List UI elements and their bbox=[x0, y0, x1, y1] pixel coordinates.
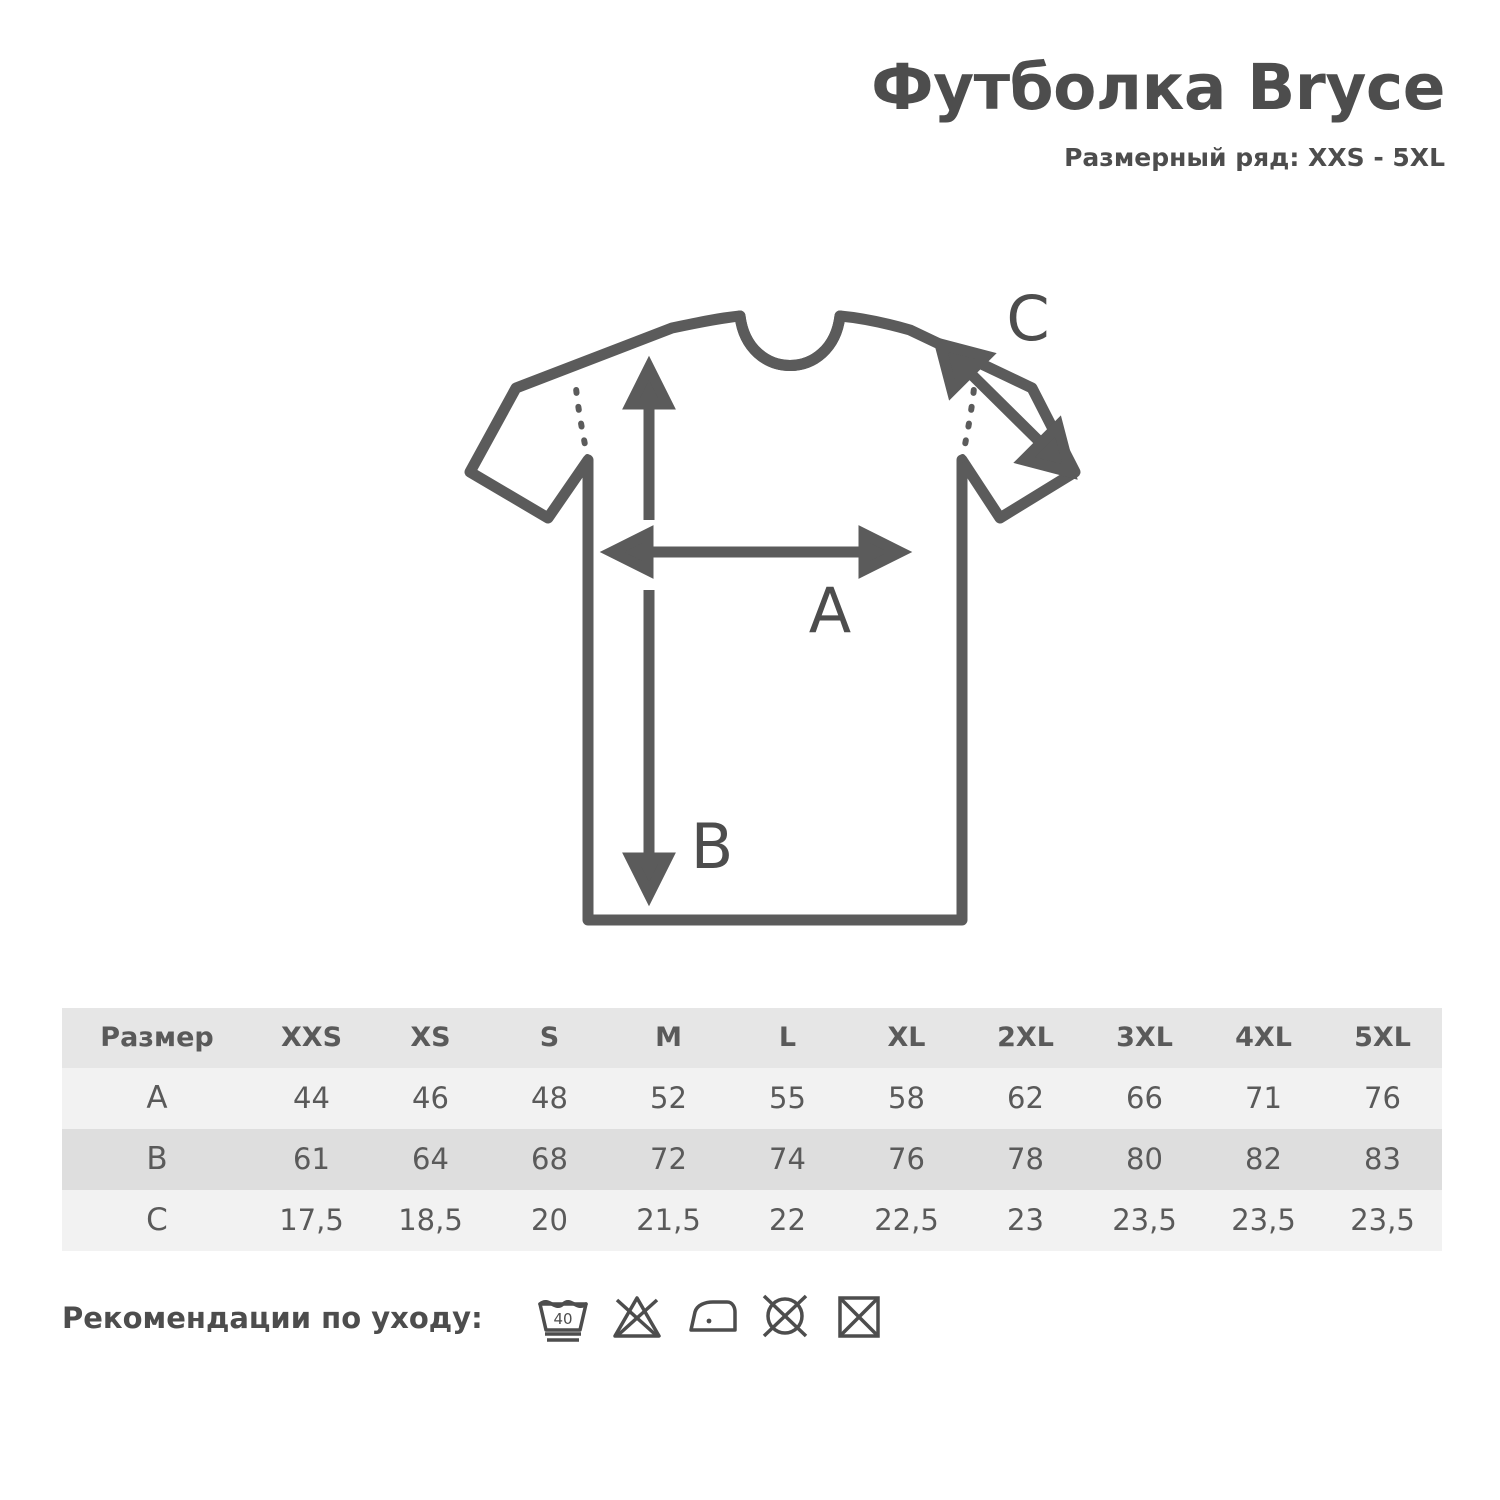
care-instructions bbox=[62, 1288, 887, 1348]
col-header-5xl: 5XL bbox=[1354, 1022, 1411, 1053]
wash-40-icon bbox=[535, 1288, 591, 1348]
cell-b-m: 72 bbox=[650, 1142, 687, 1176]
iron-low-icon bbox=[683, 1288, 739, 1348]
col-header-3xl: 3XL bbox=[1116, 1022, 1173, 1053]
col-header-xxs: XXS bbox=[280, 1022, 343, 1053]
col-header-2xl: 2XL bbox=[997, 1022, 1054, 1053]
row-label-c: C bbox=[146, 1202, 168, 1238]
cell-a-s: 48 bbox=[531, 1081, 568, 1115]
cell-b-2xl: 78 bbox=[1007, 1142, 1044, 1176]
cell-b-xxs: 61 bbox=[293, 1142, 330, 1176]
cell-a-5xl: 76 bbox=[1364, 1081, 1401, 1115]
col-header-xs: XS bbox=[410, 1022, 451, 1053]
cell-c-3xl: 23,5 bbox=[1112, 1203, 1177, 1237]
col-header-l: L bbox=[778, 1022, 797, 1053]
table-row bbox=[62, 1190, 1442, 1251]
wash-temp-text: 40 bbox=[553, 1310, 573, 1328]
cell-a-l: 55 bbox=[769, 1081, 806, 1115]
cell-c-xl: 22,5 bbox=[874, 1203, 939, 1237]
label-a: A bbox=[808, 574, 852, 647]
label-b: B bbox=[690, 810, 734, 883]
col-header-size: Размер bbox=[100, 1022, 214, 1053]
cell-b-4xl: 82 bbox=[1245, 1142, 1282, 1176]
cell-a-m: 52 bbox=[650, 1081, 687, 1115]
row-label-b: B bbox=[146, 1141, 168, 1177]
table-row bbox=[62, 1129, 1442, 1190]
cell-c-4xl: 23,5 bbox=[1231, 1203, 1296, 1237]
no-bleach-icon bbox=[609, 1288, 665, 1348]
cell-a-3xl: 66 bbox=[1126, 1081, 1163, 1115]
size-table-wrapper bbox=[62, 1008, 1442, 1251]
col-header-m: M bbox=[655, 1022, 682, 1053]
cell-b-l: 74 bbox=[769, 1142, 806, 1176]
cell-c-s: 20 bbox=[531, 1203, 568, 1237]
cell-a-xs: 46 bbox=[412, 1081, 449, 1115]
cell-c-xs: 18,5 bbox=[398, 1203, 463, 1237]
col-header-s: S bbox=[539, 1022, 560, 1053]
table-row bbox=[62, 1068, 1442, 1129]
row-label-a: A bbox=[146, 1080, 168, 1116]
cell-a-xl: 58 bbox=[888, 1081, 925, 1115]
size-table bbox=[62, 1008, 1442, 1251]
no-tumble-dry-icon bbox=[831, 1288, 887, 1348]
col-header-xl: XL bbox=[887, 1022, 926, 1053]
cell-a-2xl: 62 bbox=[1007, 1081, 1044, 1115]
care-icon-row bbox=[535, 1288, 887, 1348]
cell-a-xxs: 44 bbox=[293, 1081, 330, 1115]
cell-a-4xl: 71 bbox=[1245, 1081, 1282, 1115]
cell-c-xxs: 17,5 bbox=[279, 1203, 344, 1237]
cell-c-5xl: 23,5 bbox=[1350, 1203, 1415, 1237]
cell-b-xl: 76 bbox=[888, 1142, 925, 1176]
cell-b-3xl: 80 bbox=[1126, 1142, 1163, 1176]
label-c: C bbox=[1006, 282, 1050, 355]
cell-c-l: 22 bbox=[769, 1203, 806, 1237]
cell-c-2xl: 23 bbox=[1007, 1203, 1044, 1237]
size-range-subtitle: Размерный ряд: XXS - 5XL bbox=[1064, 143, 1445, 173]
col-header-4xl: 4XL bbox=[1235, 1022, 1292, 1053]
care-label: Рекомендации по уходу: bbox=[62, 1301, 483, 1335]
cell-c-m: 21,5 bbox=[636, 1203, 701, 1237]
cell-b-s: 68 bbox=[531, 1142, 568, 1176]
header bbox=[871, 51, 1445, 173]
table-header-row bbox=[62, 1008, 1442, 1068]
no-dryclean-icon bbox=[757, 1288, 813, 1348]
cell-b-xs: 64 bbox=[412, 1142, 449, 1176]
page-title: Футболка Bryce bbox=[871, 51, 1445, 124]
tshirt-diagram bbox=[0, 260, 1500, 960]
cell-b-5xl: 83 bbox=[1364, 1142, 1401, 1176]
